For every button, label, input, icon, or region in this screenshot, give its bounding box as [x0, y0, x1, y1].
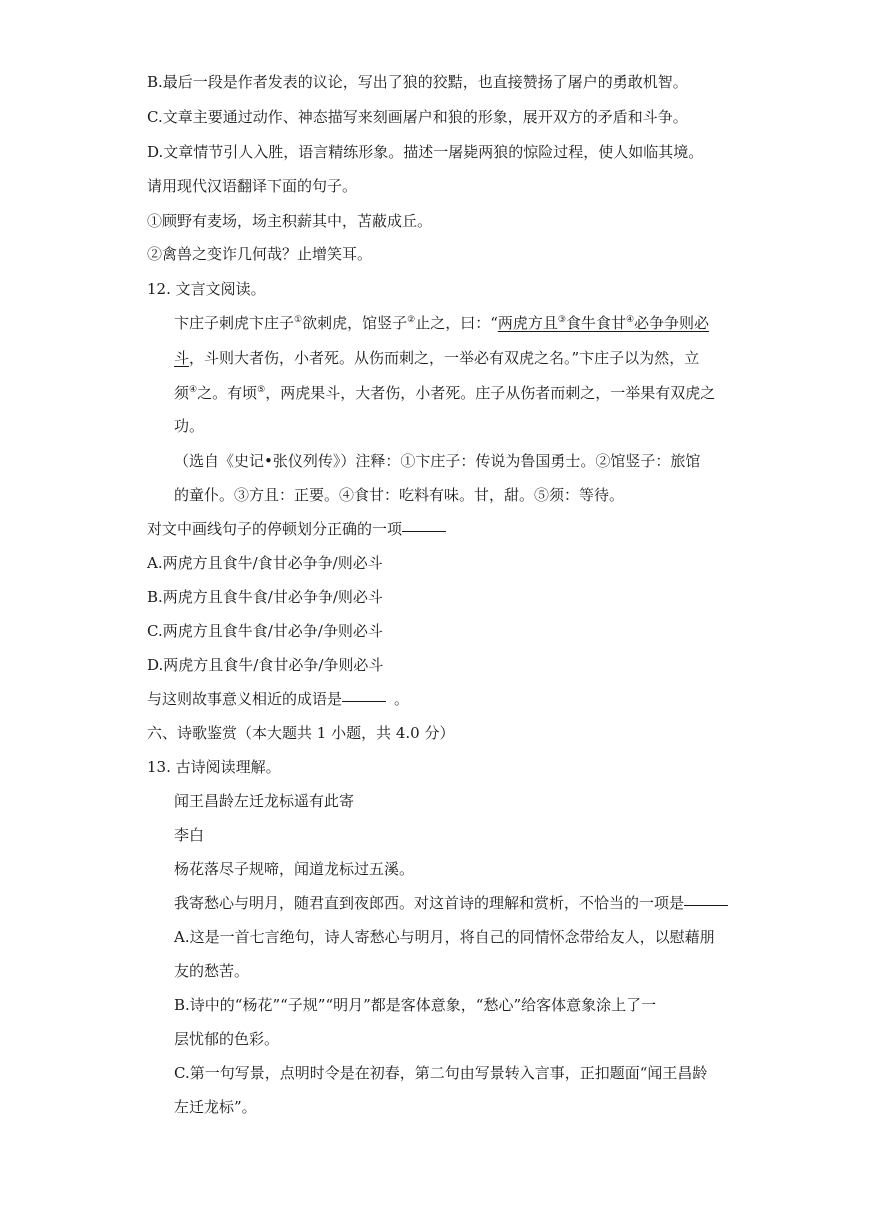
q13-option-c-line-1: C.第一句写景，点明时令是在初春，第二句由写景转入言事，正扣题面“闻王昌龄 [174, 1064, 708, 1082]
q12-passage-line-1: 卞庄子刺虎卞庄子①欲刺虎，馆竖子②止之，曰：“两虎方且③食牛食甘④必争争则必 [174, 314, 710, 332]
q12-passage-line-3: 须④之。有顷⑤，两虎果斗，大者伤，小者死。庄子从伤者而刺之，一举果有双虎之 [174, 384, 716, 402]
poem-title: 闻王昌龄左迁龙标遥有此寄 [174, 792, 355, 810]
q11-translate-prompt: 请用现代汉语翻译下面的句子。 [147, 177, 358, 195]
q13-option-a-line-1: A.这是一首七言绝句，诗人寄愁心与明月，将自己的同情怀念带给友人，以慰藉朋 [174, 928, 715, 946]
q12-heading: 12. 文言文阅读。 [147, 280, 266, 298]
answer-blank [684, 905, 728, 906]
q11-sentence-1: ①顾野有麦场，场主积薪其中，苫蔽成丘。 [147, 212, 433, 230]
q12-idiom-question: 与这则故事意义相近的成语是 。 [147, 690, 410, 708]
answer-blank [342, 701, 386, 702]
q13-option-a-line-2: 友的愁苦。 [174, 962, 250, 980]
poem-line-2-question: 我寄愁心与明月，随君直到夜郎西。对这首诗的理解和赏析，不恰当的一项是 [174, 893, 728, 913]
section-6-heading: 六、诗歌鉴赏（本大题共 1 小题，共 4.0 分） [147, 724, 455, 742]
q12-pause-question: 对文中画线句子的停顿划分正确的一项 [147, 519, 446, 539]
q12-option-b: B.两虎方且食牛食/甘必争争/则必斗 [147, 588, 383, 606]
underlined-sentence: 两虎方且③食牛食甘④必争争则必 [497, 314, 710, 332]
q13-heading: 13. 古诗阅读理解。 [147, 758, 281, 776]
q12-option-c: C.两虎方且食牛食/甘必争/争则必斗 [147, 622, 383, 640]
q12-note-line-2: 的童仆。③方且：正要。④食甘：吃料有味。甘，甜。⑤须：等待。 [174, 486, 625, 504]
q11-option-b: B.最后一段是作者发表的议论，写出了狼的狡黠，也直接赞扬了屠户的勇敢机智。 [147, 73, 688, 91]
q11-option-d: D.文章情节引人入胜，语言精练形象。描述一屠毙两狼的惊险过程，使人如临其境。 [147, 143, 704, 161]
q11-option-c: C.文章主要通过动作、神态描写来刻画屠户和狼的形象，展开双方的矛盾和斗争。 [147, 108, 688, 126]
q12-passage-line-4: 功。 [174, 417, 205, 435]
q12-option-d: D.两虎方且食牛/食甘必争/争则必斗 [147, 656, 384, 674]
poem-line-1: 杨花落尽子规啼，闻道龙标过五溪。 [174, 860, 415, 878]
q11-sentence-2: ②禽兽之变诈几何哉？止增笑耳。 [147, 245, 373, 263]
q13-option-b-line-1: B.诗中的“杨花”“子规”“明月”都是客体意象，“愁心”给客体意象涂上了一 [174, 996, 657, 1014]
answer-blank [402, 531, 446, 532]
q12-passage-line-2: 斗，斗则大者伤，小者死。从伤而刺之，一举必有双虎之名。”卞庄子以为然，立 [174, 349, 700, 367]
poem-author: 李白 [174, 826, 205, 844]
q12-note-line-1: （选自《史记•张仪列传》）注释：①卞庄子：传说为鲁国勇士。②馆竖子：旅馆 [174, 452, 701, 470]
q12-option-a: A.两虎方且食牛/食甘必争争/则必斗 [147, 554, 383, 572]
q13-option-c-line-2: 左迁龙标”。 [174, 1098, 257, 1116]
underlined-sentence-end: 斗 [174, 349, 190, 367]
q13-option-b-line-2: 层忧郁的色彩。 [174, 1030, 280, 1048]
